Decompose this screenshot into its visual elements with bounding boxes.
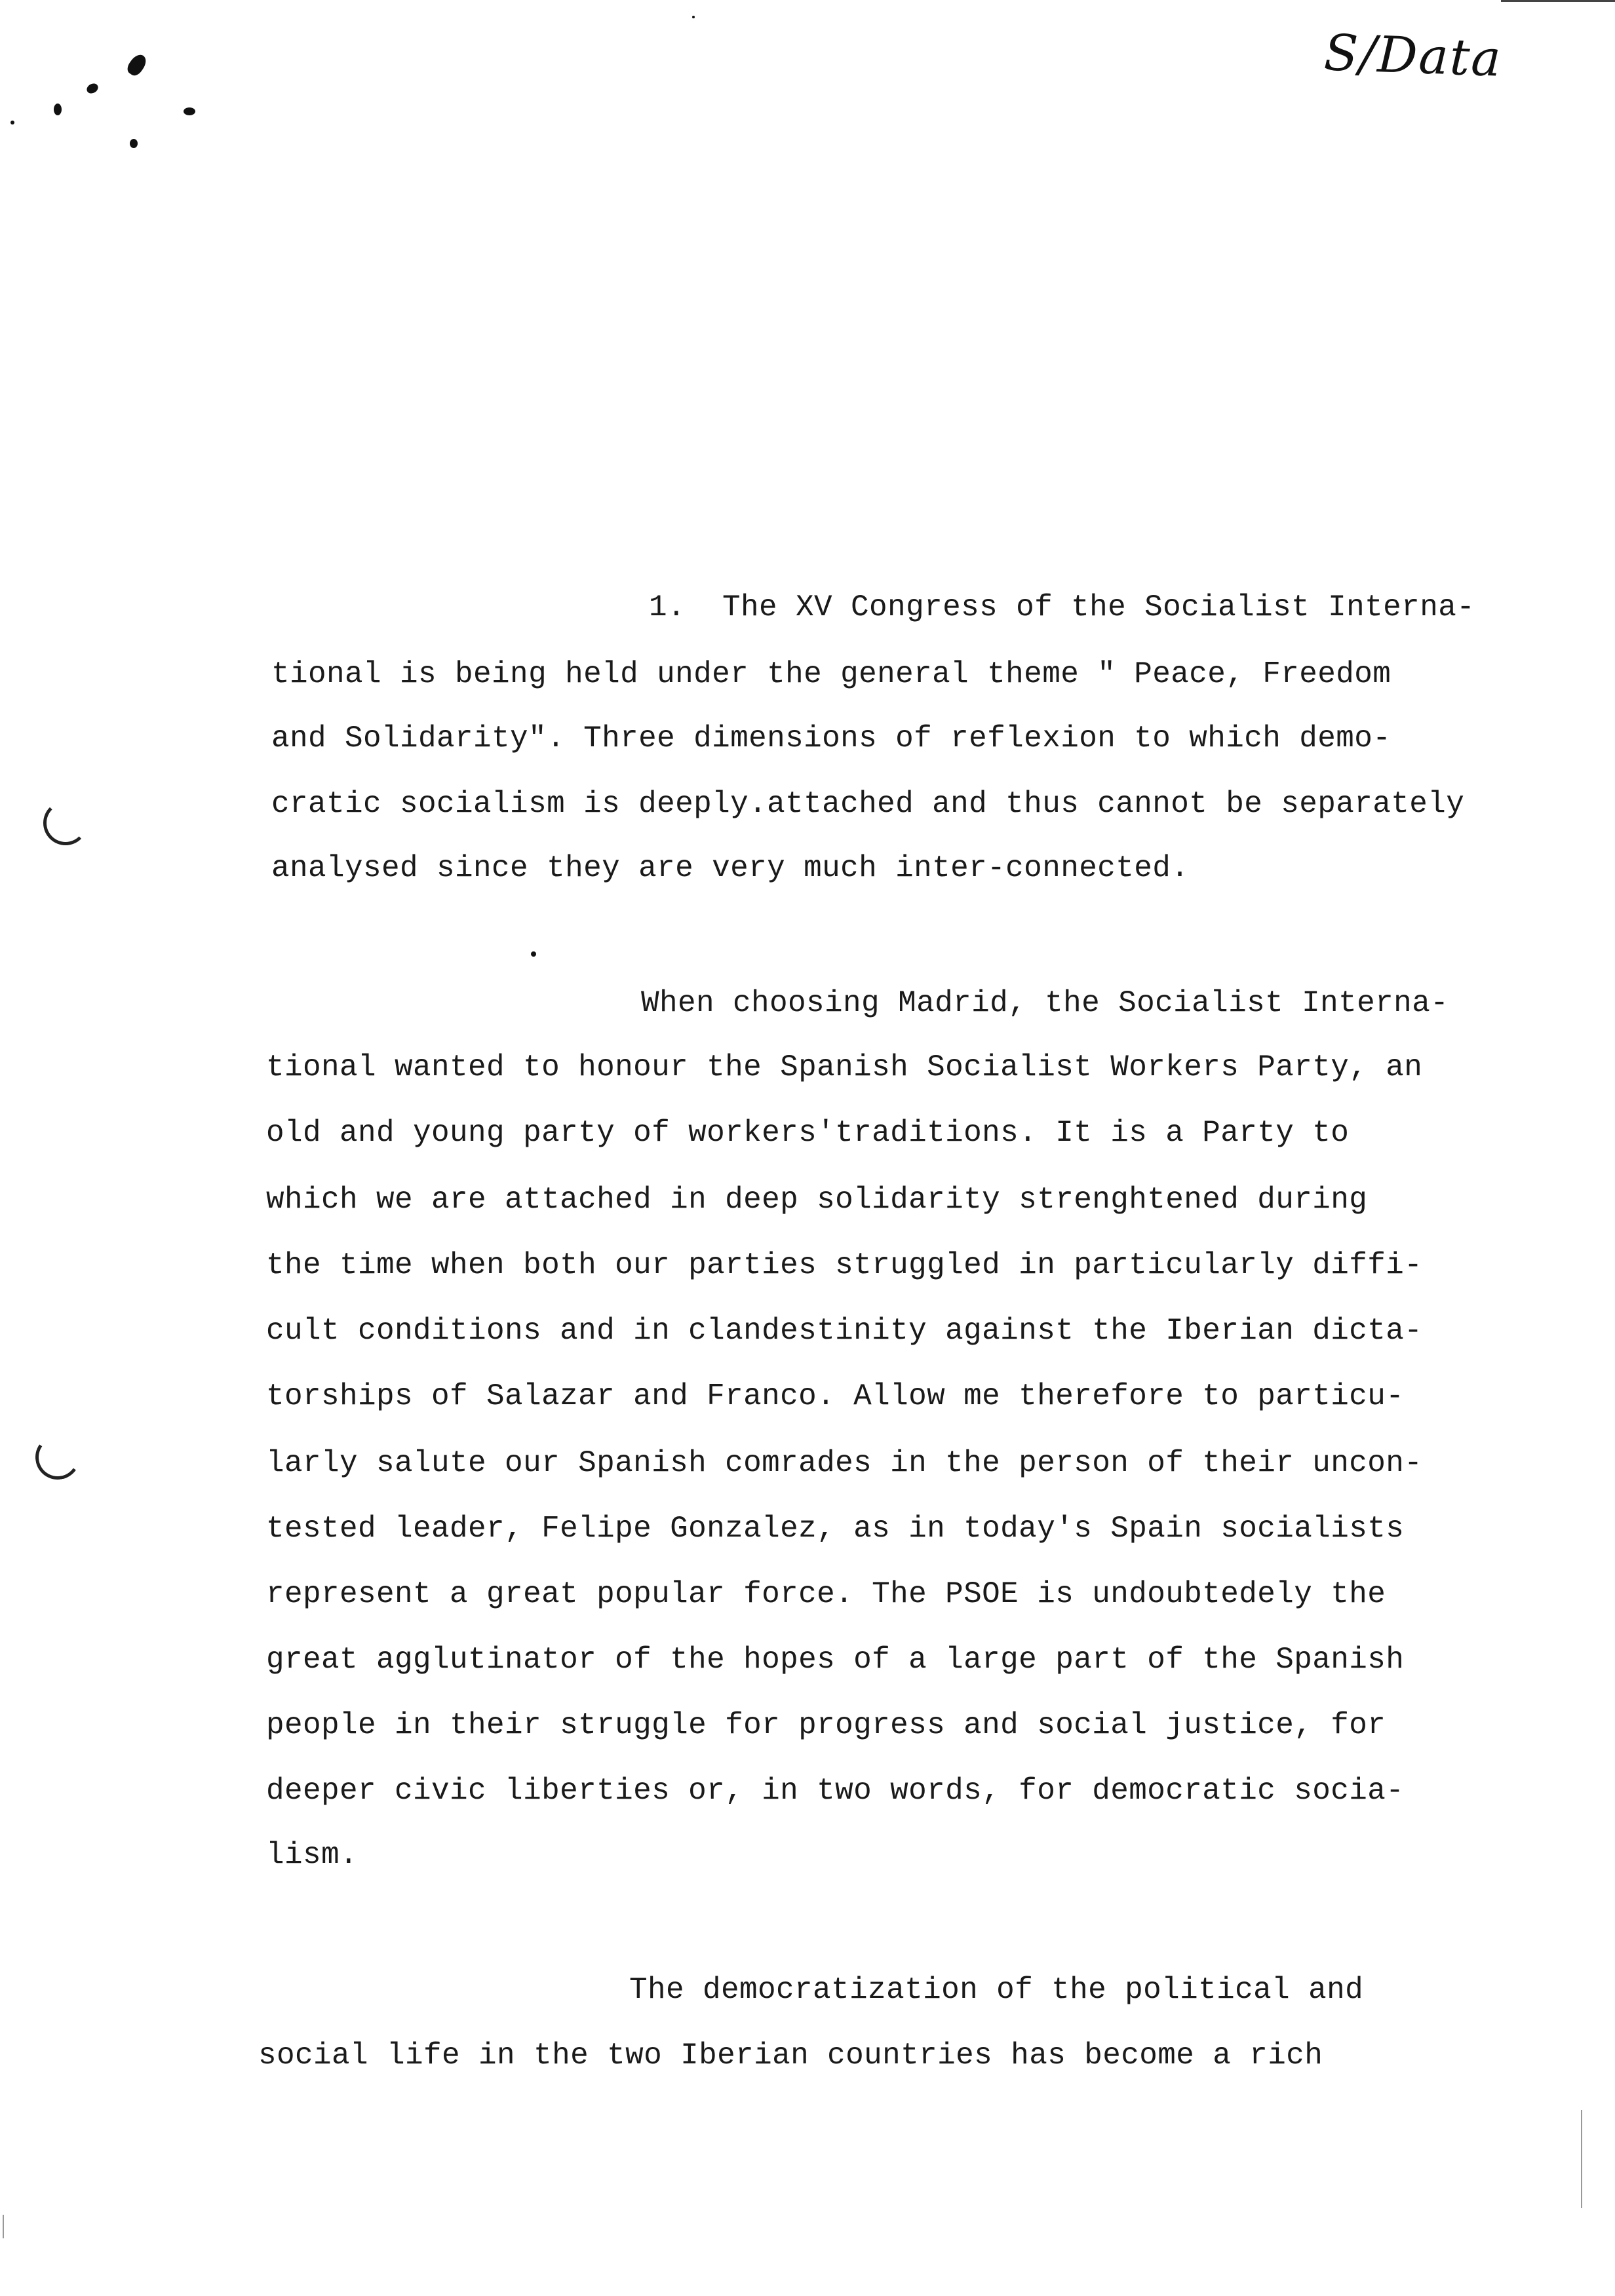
binder-hole-mark (43, 801, 88, 845)
text-line: tional wanted to honour the Spanish Socialist Workers Party, an (266, 1050, 1423, 1084)
ink-speck (54, 104, 62, 115)
ink-speck (692, 16, 695, 18)
text-line: The democratization of the political and (629, 1973, 1364, 2007)
text-line: deeper civic liberties or, in two words, for democratic socia- (266, 1774, 1405, 1808)
text-line: great agglutinator of the hopes of a large part of the Spanish (266, 1643, 1405, 1677)
text-line: larly salute our Spanish comrades in the person of their uncon- (266, 1446, 1423, 1480)
text-line: people in their struggle for progress and social justice, for (266, 1708, 1386, 1742)
text-line: torships of Salazar and Franco. Allow me therefore to particu- (266, 1379, 1405, 1413)
ink-speck (531, 951, 536, 957)
text-line: 1. The XV Congress of the Socialist Interna- (649, 590, 1475, 624)
left-edge-mark (3, 2215, 4, 2238)
text-line: social life in the two Iberian countries has become a rich (258, 2038, 1323, 2073)
ink-speck (130, 139, 138, 148)
text-line: analysed since they are very much inter-connected. (271, 851, 1190, 885)
text-line: When choosing Madrid, the Socialist Interna- (641, 986, 1449, 1020)
handwritten-annotation: S/Data (1323, 23, 1504, 88)
ink-speck (184, 107, 195, 115)
text-line: tional is being held under the general theme " Peace, Freedom (271, 657, 1391, 691)
ink-speck (125, 52, 149, 78)
ink-speck (85, 81, 100, 95)
text-line: cratic socialism is deeply.attached and thus cannot be separately (271, 787, 1465, 821)
top-right-rule (1501, 0, 1615, 2)
text-line: and Solidarity". Three dimensions of reflexion to which demo- (271, 721, 1391, 756)
right-edge-mark (1581, 2110, 1582, 2208)
ink-speck (10, 121, 14, 124)
text-line: the time when both our parties struggled in particularly diffi- (266, 1248, 1423, 1282)
text-line: lism. (266, 1838, 359, 1872)
text-line: which we are attached in deep solidarity strenghtened during (266, 1183, 1368, 1217)
text-line: tested leader, Felipe Gonzalez, as in today's Spain socialists (266, 1512, 1405, 1546)
text-line: cult conditions and in clandestinity against the Iberian dicta- (266, 1314, 1423, 1348)
text-line: old and young party of workers'traditions. It is a Party to (266, 1116, 1350, 1150)
binder-hole-mark (32, 1432, 84, 1483)
text-line: represent a great popular force. The PSOE is undoubtedely the (266, 1577, 1386, 1611)
